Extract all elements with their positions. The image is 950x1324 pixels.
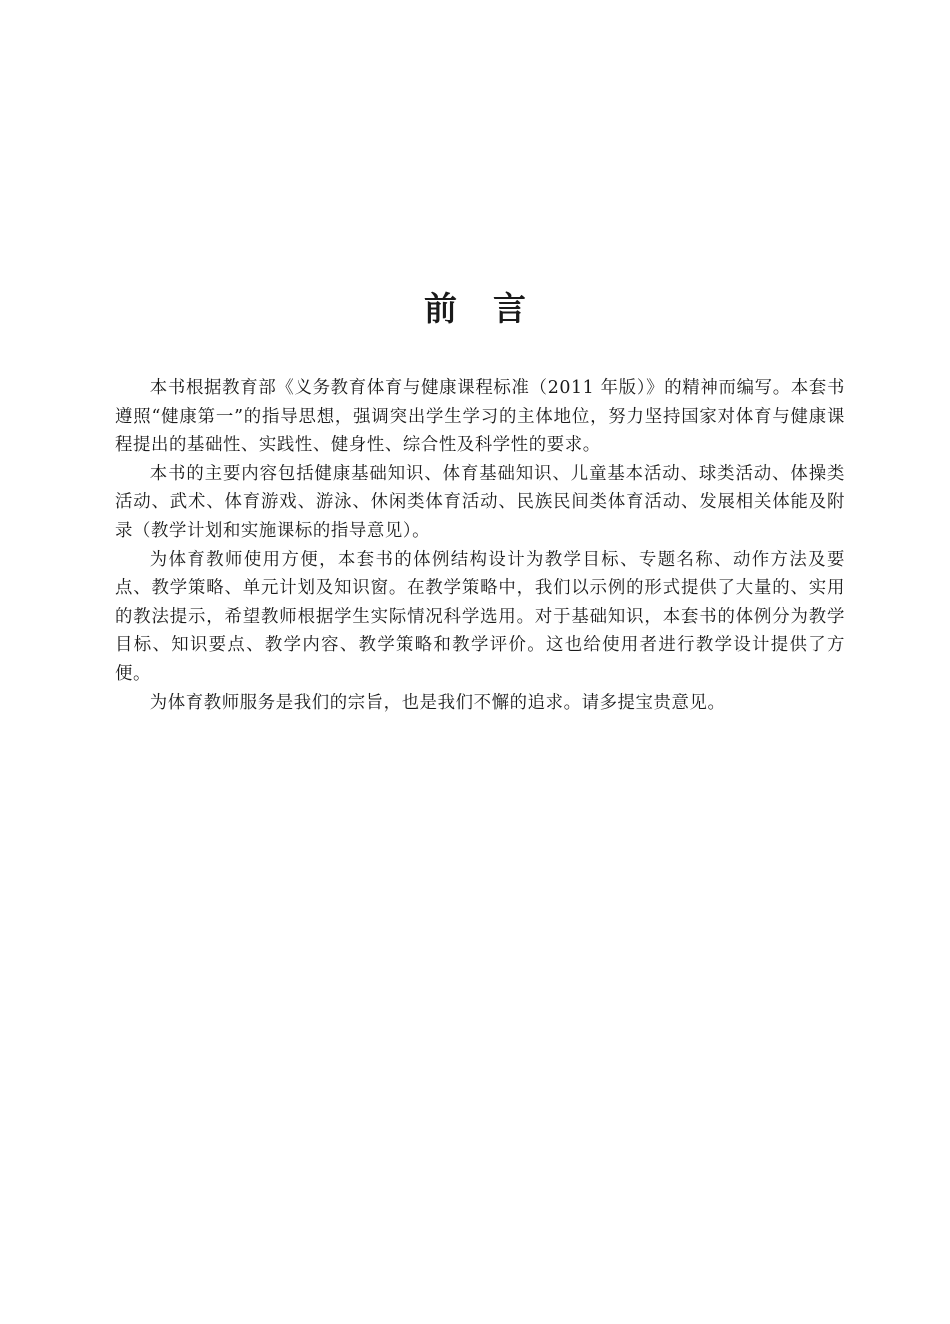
paragraph-3: 为体育教师使用方便，本套书的体例结构设计为教学目标、专题名称、动作方法及要点、教学策略、单元计划及知识窗。在教学策略中，我们以示例的形式提供了大量的、实用的教法提示，希望教师根据学生实际情况科学选用。对于基础知识，本套书的体例分为教学目标、知识要点、教学内容、教学策略和教学评价。这也给使用者进行教学设计提供了方便。 (115, 549, 845, 684)
preface-body (115, 374, 845, 717)
paragraph-4: 为体育教师服务是我们的宗旨，也是我们不懈的追求。请多提宝贵意见。 (149, 692, 726, 713)
paragraph-1: 本书根据教育部《义务教育体育与健康课程标准（2011 年版）》的精神而编写。本套书遵照“健康第一”的指导思想，强调突出学生学习的主体地位，努力坚持国家对体育与健康课程提出的基础性、实践性、健身性、综合性及科学性的要求。 (115, 378, 845, 456)
paragraph-2: 本书的主要内容包括健康基础知识、体育基础知识、儿童基本活动、球类活动、体操类活动、武术、体育游戏、游泳、休闲类体育活动、民族民间类体育活动、发展相关体能及附录（教学计划和实施课标的指导意见）。 (115, 463, 845, 541)
page-title: 前言 (424, 289, 562, 329)
